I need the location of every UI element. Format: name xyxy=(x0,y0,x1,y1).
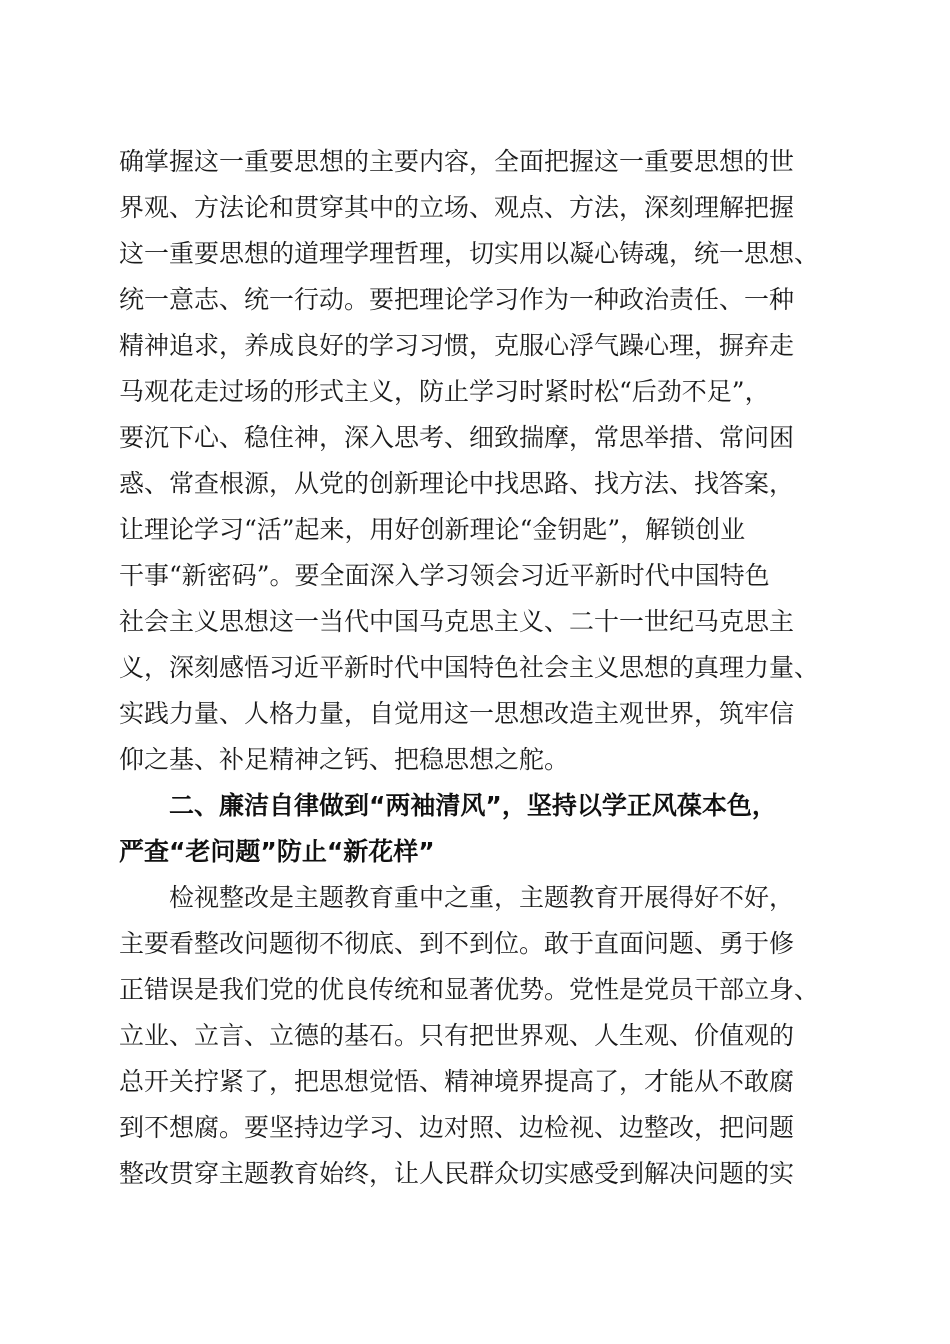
paragraph1-line: 确掌握这一重要思想的主要内容，全面把握这一重要思想的世 xyxy=(119,147,795,176)
paragraph2-line: 检视整改是主题教育重中之重，主题教育开展得好不好， xyxy=(169,883,795,912)
paragraph1-line: 干事“新密码”。要全面深入学习领会习近平新时代中国特色 xyxy=(119,561,770,590)
paragraph1-line: 马观花走过场的形式主义，防止学习时紧时松“后劲不足”， xyxy=(119,377,770,406)
paragraph1-line: 要沉下心、稳住神，深入思考、细致揣摩，常思举措、常问困 xyxy=(119,423,795,452)
paragraph1-line: 让理论学习“活”起来，用好创新理论“金钥匙”，解锁创业 xyxy=(119,515,746,544)
paragraph2-line: 整改贯穿主题教育始终，让人民群众切实感受到解决问题的实 xyxy=(119,1159,795,1188)
paragraph1-line: 统一意志、统一行动。要把理论学习作为一种政治责任、一种 xyxy=(119,285,795,314)
paragraph2-line: 总开关拧紧了，把思想觉悟、精神境界提高了，才能从不敢腐 xyxy=(119,1067,795,1096)
paragraph1-line: 界观、方法论和贯穿其中的立场、观点、方法，深刻理解把握 xyxy=(119,193,795,222)
paragraph2-line: 到不想腐。要坚持边学习、边对照、边检视、边整改，把问题 xyxy=(119,1113,795,1142)
paragraph2-line: 立业、立言、立德的基石。只有把世界观、人生观、价值观的 xyxy=(119,1021,795,1050)
paragraph1-line: 社会主义思想这一当代中国马克思主义、二十一世纪马克思主 xyxy=(119,607,795,636)
paragraph2-line: 正错误是我们党的优良传统和显著优势。党性是党员干部立身、 xyxy=(119,975,820,1004)
section-heading-line: 严查“老问题”防止“新花样” xyxy=(119,837,435,866)
paragraph2-line: 主要看整改问题彻不彻底、到不到位。敢于直面问题、勇于修 xyxy=(119,929,795,958)
paragraph1-line: 这一重要思想的道理学理哲理，切实用以凝心铸魂，统一思想、 xyxy=(119,239,820,268)
paragraph1-line: 精神追求，养成良好的学习习惯，克服心浮气躁心理，摒弃走 xyxy=(119,331,795,360)
paragraph1-line: 仰之基、补足精神之钙、把稳思想之舵。 xyxy=(119,745,570,774)
paragraph1-line: 义，深刻感悟习近平新时代中国特色社会主义思想的真理力量、 xyxy=(119,653,820,682)
section-heading-line: 二、廉洁自律做到“两袖清风”，坚持以学正风葆本色， xyxy=(169,791,777,820)
paragraph1-line: 惑、常查根源，从党的创新理论中找思路、找方法、找答案， xyxy=(119,469,795,498)
paragraph1-line: 实践力量、人格力量，自觉用这一思想改造主观世界，筑牢信 xyxy=(119,699,795,728)
